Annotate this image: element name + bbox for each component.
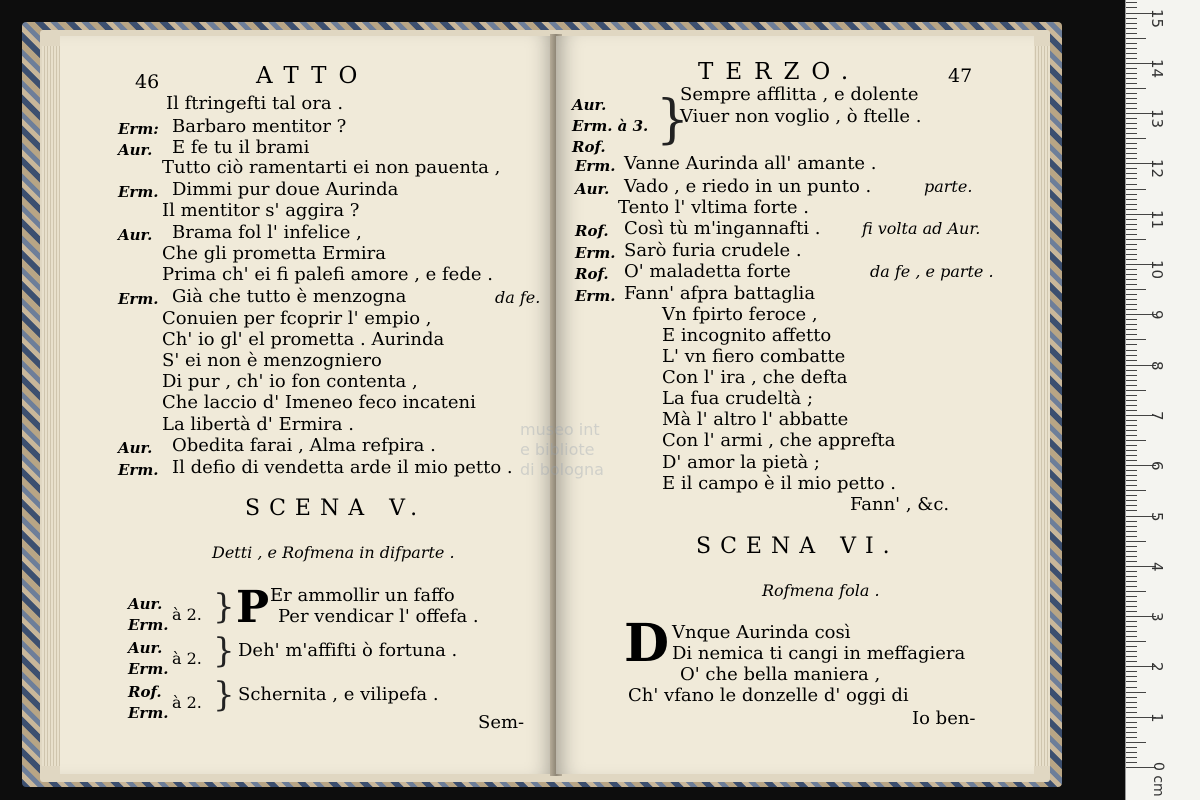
ruler-tick [1126,631,1137,632]
dialogue-line: E incognito affetto [662,325,832,346]
dialogue-line: Vanne Aurinda all' amante . [624,153,877,174]
verse-line: Vnque Aurinda così [672,622,851,643]
ruler-tick [1126,687,1137,688]
ruler-tick [1126,661,1137,662]
ruler-number: 6 [1148,461,1166,471]
ruler-tick [1126,551,1137,552]
ruler-tick [1126,118,1137,119]
duet-speaker: Aur. [128,639,163,657]
dialogue-line: Prima ch' ei fi palefi amore , e fede . [162,264,493,285]
ruler-tick [1126,621,1137,622]
ruler-number: 13 [1148,109,1166,129]
ruler-tick [1126,138,1146,139]
ruler-tick [1126,88,1146,89]
duet-count: à 2. [172,649,202,668]
dialogue-line: Già che tutto è menzogna [172,286,407,307]
ruler-tick [1126,712,1137,713]
ruler-tick [1126,7,1137,8]
dialogue-line: Dimmi pur doue Aurinda [172,179,399,200]
dialogue-line: Tento l' vltima forte . [618,197,809,218]
ruler-tick [1126,702,1137,703]
ruler-tick [1126,581,1137,582]
ruler-tick [1126,380,1137,381]
duet-speaker: Erm. [128,660,169,678]
ruler-tick [1126,299,1137,300]
ruler-tick [1126,500,1137,501]
ruler-tick [1126,123,1137,124]
trio-speaker: Aur. [572,96,607,114]
ruler-tick [1126,355,1137,356]
ruler-tick [1126,747,1137,748]
ruler-tick [1126,460,1137,461]
ruler-tick [1126,344,1137,345]
duet-speaker: Rof. [128,683,162,701]
ruler-tick [1126,173,1137,174]
ruler-tick [1126,636,1137,637]
ruler-tick [1126,420,1137,421]
ruler-tick [1126,209,1137,210]
ruler-tick [1126,470,1137,471]
ruler-tick [1126,224,1137,225]
left-page-number: 46 [135,71,160,93]
dialogue-line: Barbaro mentitor ? [172,116,347,137]
ruler-tick [1126,259,1137,260]
ruler-number: 8 [1148,360,1166,371]
scene-vi-title: SCENA VI. [696,534,899,559]
ruler-tick [1126,727,1137,728]
dialogue-line: Con l' armi , che apprefta [662,430,896,451]
ruler-tick [1126,178,1137,179]
ruler-number: 4 [1148,561,1166,572]
ruler-tick [1126,430,1137,431]
ruler-number: 7 [1148,410,1166,421]
ruler-number: 3 [1148,612,1166,622]
verse-line: Er ammollir un faffo [270,585,455,606]
ruler-tick [1126,641,1146,642]
ruler-tick [1126,606,1137,607]
ruler-tick [1126,23,1137,24]
ruler-tick [1126,329,1137,330]
ruler-tick [1126,681,1137,682]
page-edges-right [1032,46,1050,766]
speaker-label: Rof. [575,222,609,240]
ruler-tick [1126,546,1137,547]
ruler-tick [1126,73,1137,74]
speaker-label: Erm. [575,244,616,262]
speaker-label: Erm. [575,157,616,175]
ruler-tick [1126,133,1137,134]
dialogue-line: Di pur , ch' io fon contenta , [162,371,418,392]
speaker-label: Erm. [575,287,616,305]
ruler-tick [1126,536,1137,537]
ruler-tick [1126,234,1137,235]
ruler-tick [1126,762,1137,763]
ruler-number: 11 [1148,209,1166,229]
ruler-tick [1126,485,1137,486]
ruler-tick [1126,360,1137,361]
ruler-tick [1126,651,1137,652]
ruler-tick [1126,2,1137,3]
ruler-tick [1126,143,1137,144]
page-edges-left [42,46,62,766]
ruler-number: 1 [1148,712,1166,723]
ruler-tick [1126,390,1146,391]
ruler-tick [1126,319,1137,320]
dialogue-line: Vn fpirto feroce , [662,304,818,325]
ruler-tick [1126,521,1137,522]
ruler-tick [1126,425,1137,426]
ruler-tick [1126,400,1137,401]
ruler-tick [1126,571,1137,572]
ruler-tick [1126,28,1137,29]
speaker-label: Erm. [118,461,159,479]
ruler-tick [1126,475,1137,476]
refrain: Fann' , &c. [850,494,950,515]
ruler-number: 2 [1148,662,1166,672]
dialogue-line: Con l' ira , che defta [662,367,848,388]
speaker-label: Erm. [118,183,159,201]
dialogue-line: Così tù m'ingannafti . [624,218,821,239]
ruler-tick [1126,158,1137,159]
ruler-tick [1126,676,1137,677]
ruler-tick [1126,707,1137,708]
ruler-tick [1126,184,1137,185]
dialogue-line: Il ftringefti tal ora . [166,93,344,114]
ruler-tick [1126,697,1137,698]
ruler-tick [1126,510,1137,511]
ruler-tick [1126,48,1137,49]
ruler-number: 5 [1148,511,1166,522]
stage-direction: fi volta ad Aur. [862,219,981,238]
ruler-tick [1126,350,1137,351]
ruler-tick [1126,480,1137,481]
right-running-head: TERZO. [698,59,861,85]
right-catchword: Io ben- [912,708,976,729]
ruler-tick [1126,541,1146,542]
dialogue-line: E fe tu il brami [172,137,310,158]
ruler-tick [1126,732,1137,733]
ruler-tick [1126,334,1137,335]
dialogue-line: Tutto ciò ramentarti ei non pauenta , [162,157,501,178]
drop-cap: D [624,613,670,674]
dialogue-line: O' maladetta forte [624,261,791,282]
ruler-tick [1126,78,1137,79]
dialogue-line: D' amor la pietà ; [662,452,820,473]
stage-direction: parte. [924,177,973,196]
ruler-tick [1126,254,1137,255]
ruler-tick [1126,395,1137,396]
ruler-tick [1126,576,1137,577]
ruler-tick [1126,410,1137,411]
ruler-tick [1126,490,1146,491]
verse-line: Schernita , e vilipefa . [238,684,439,705]
ruler-tick [1126,38,1146,39]
ruler-tick [1126,168,1137,169]
ruler-tick [1126,450,1137,451]
watermark-line: e bibliote [520,440,595,459]
dialogue-line: Vado , e riedo in un punto . [624,176,872,197]
ruler-tick [1126,742,1146,743]
ruler-tick [1126,304,1137,305]
ruler-tick [1126,284,1137,285]
ruler-tick [1126,279,1137,280]
verse-line: Ch' vfano le donzelle d' oggi di [628,685,909,706]
ruler-tick [1126,601,1137,602]
dialogue-line: Che laccio d' Imeneo feco incateni [162,392,476,413]
dialogue-line: Il mentitor s' aggira ? [162,200,360,221]
ruler-tick [1126,671,1137,672]
brace-icon: } [213,675,235,715]
dialogue-line: Brama fol l' infelice , [172,222,362,243]
brace-icon: } [656,90,690,150]
ruler-tick [1126,58,1137,59]
ruler-tick [1126,586,1137,587]
ruler-tick [1126,274,1137,275]
ruler-tick [1126,505,1137,506]
ruler-number: 9 [1148,310,1166,320]
dialogue-line: Che gli prometta Ermira [162,243,387,264]
ruler-unit: 0 cm [1150,762,1166,797]
speaker-label: Erm. [118,290,159,308]
ruler-tick [1126,204,1137,205]
speaker-label: Aur. [118,141,153,159]
ruler-tick [1126,194,1137,195]
measurement-ruler [1125,0,1200,800]
ruler-tick [1126,455,1137,456]
ruler-tick [1126,495,1137,496]
brace-icon: } [213,587,235,627]
ruler-tick [1126,556,1137,557]
dialogue-line: La libertà d' Ermira . [162,414,354,435]
dialogue-line: Il defio di vendetta arde il mio petto . [172,457,513,478]
left-running-head: ATTO [256,63,370,89]
ruler-tick [1126,626,1137,627]
speaker-label: Rof. [575,265,609,283]
verse-line: Deh' m'affifti ò fortuna . [238,640,458,661]
dialogue-line: Conuien per fcoprir l' empio , [162,308,432,329]
ruler-tick [1126,722,1137,723]
dialogue-line: S' ei non è menzogniero [162,350,382,371]
ruler-tick [1126,339,1146,340]
ruler-tick [1126,33,1137,34]
dialogue-line: E il campo è il mio petto . [662,473,896,494]
ruler-tick [1126,18,1137,19]
ruler-tick [1126,189,1146,190]
ruler-tick [1126,269,1137,270]
duet-speaker: Erm. [128,704,169,722]
ruler-tick [1126,656,1137,657]
ruler-tick [1126,646,1137,647]
ruler-tick [1126,445,1137,446]
dialogue-line: Sarò furia crudele . [624,240,802,261]
verse-line: Sempre afflitta , e dolente [680,84,919,105]
left-catchword: Sem- [478,712,525,733]
ruler-tick [1126,289,1146,290]
brace-icon: } [213,631,235,671]
ruler-tick [1126,103,1137,104]
ruler-tick [1126,526,1137,527]
ruler-tick [1126,737,1137,738]
verse-line: Viuer non voglio , ò ftelle . [680,106,922,127]
library-watermark [520,420,690,480]
ruler-tick [1126,239,1146,240]
ruler-tick [1126,249,1137,250]
ruler-tick [1126,757,1137,758]
ruler-tick [1126,596,1137,597]
ruler-tick [1126,93,1137,94]
trio-speaker: Rof. [572,138,606,156]
speaker-label: Aur. [575,180,610,198]
ruler-tick [1126,108,1137,109]
ruler-tick [1126,375,1137,376]
watermark-line: di bologna [520,460,604,479]
dialogue-line: Ch' io gl' el prometta . Aurinda [162,329,445,350]
dialogue-line: Obedita farai , Alma refpira . [172,435,436,456]
ruler-tick [1126,435,1137,436]
ruler-number: 15 [1148,8,1166,28]
dialogue-line: L' vn fiero combatte [662,346,846,367]
ruler-tick [1126,43,1137,44]
ruler-tick [1126,385,1137,386]
ruler-tick [1126,53,1137,54]
ruler-tick [1126,199,1137,200]
ruler-tick [1126,83,1137,84]
ruler-tick [1126,591,1146,592]
ruler-tick [1126,752,1137,753]
scene-v-subtitle: Detti , e Rofmena in difparte . [212,543,455,562]
ruler-tick [1126,370,1137,371]
scene-v-title: SCENA V. [245,496,427,521]
speaker-label: Aur. [118,439,153,457]
ruler-tick [1126,294,1137,295]
ruler-number: 12 [1148,159,1166,179]
dialogue-line: La fua crudeltà ; [662,388,814,409]
verse-line: Di nemica ti cangi in meffagiera [672,643,966,664]
speaker-label: Aur. [118,226,153,244]
duet-count: à 2. [172,605,202,624]
ruler-number: 14 [1148,58,1166,78]
speaker-label: Erm: [118,120,159,138]
ruler-tick [1126,148,1137,149]
duet-speaker: Erm. [128,616,169,634]
ruler-tick [1126,128,1137,129]
ruler-tick [1126,692,1146,693]
ruler-tick [1126,244,1137,245]
drop-cap: P [236,582,270,633]
ruler-tick [1126,98,1137,99]
ruler-tick [1126,219,1137,220]
ruler-tick [1126,611,1137,612]
right-page-number: 47 [948,65,973,87]
verse-line: O' che bella maniera , [680,664,881,685]
ruler-tick [1126,405,1137,406]
ruler-tick [1126,531,1137,532]
dialogue-line: Fann' afpra battaglia [624,283,816,304]
ruler-number: 10 [1148,260,1166,280]
duet-count: à 2. [172,693,202,712]
watermark-line: museo int [520,420,600,439]
ruler-tick [1126,229,1137,230]
dialogue-line: Mà l' altro l' abbatte [662,409,849,430]
ruler-tick [1126,68,1137,69]
verse-line: Per vendicar l' offefa . [278,606,479,627]
stage-direction: da fe. [495,288,541,307]
duet-speaker: Aur. [128,595,163,613]
trio-speaker: Erm. à 3. [572,117,649,135]
ruler-tick [1126,440,1146,441]
ruler-tick [1126,309,1137,310]
ruler-tick [1126,561,1137,562]
stage-direction: da fe , e parte . [870,262,994,281]
ruler-tick [1126,153,1137,154]
ruler-tick [1126,324,1137,325]
scene-vi-subtitle: Rofmena fola . [762,581,880,600]
